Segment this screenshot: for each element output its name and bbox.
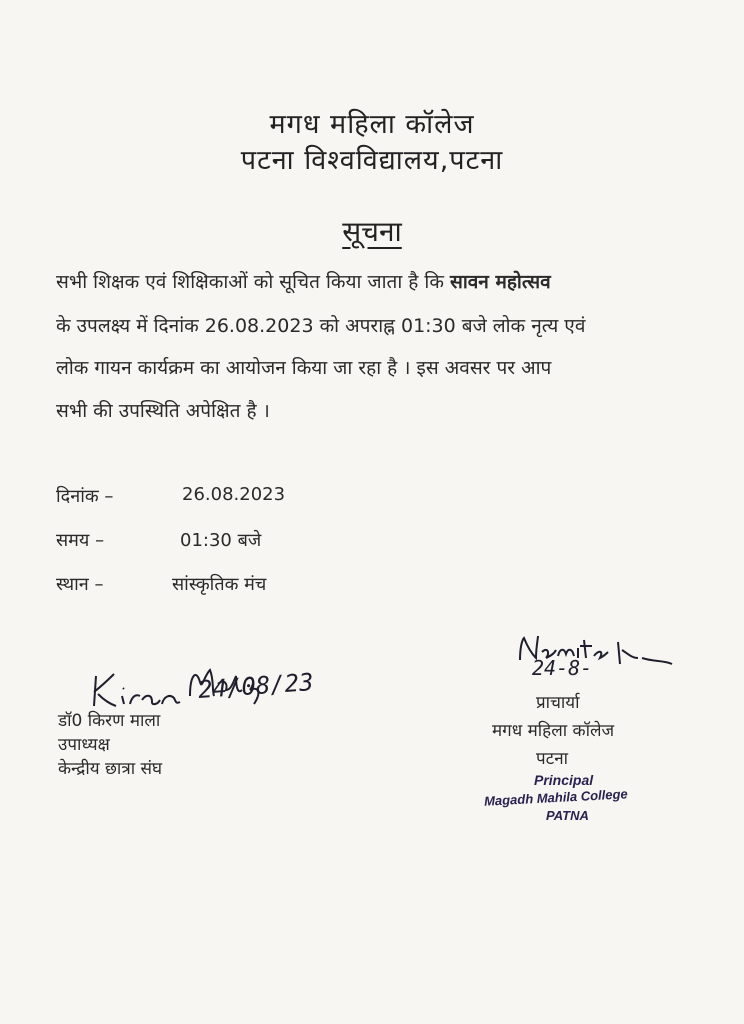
notice-line-1-text: सभी शिक्षक एवं शिक्षिकाओं को सूचित किया जाता है कि xyxy=(56,271,450,293)
event-name: सावन महोत्सव xyxy=(449,271,551,293)
notice-line-2: के उपलक्ष्य में दिनांक 26.08.2023 को अपराह्न 01:30 बजे लोक नृत्य एवं xyxy=(56,315,586,337)
notice-line-3: लोक गायन कार्यक्रम का आयोजन किया जा रहा है । इस अवसर पर आप xyxy=(56,357,552,379)
time-value: 01:30 बजे xyxy=(180,530,262,551)
venue-label: स्थान – xyxy=(56,574,104,595)
university-line: पटना विश्वविद्यालय,पटना xyxy=(240,145,504,176)
notice-title xyxy=(0,212,744,250)
stamp-line-1: Principal xyxy=(534,772,594,788)
notice-line-1 xyxy=(56,268,551,294)
venue-value: सांस्कृतिक मंच xyxy=(172,574,267,595)
time-label: समय – xyxy=(56,530,105,551)
notice-title-text: सूचना xyxy=(342,215,402,248)
stamp-line-2: Magadh Mahila College xyxy=(483,786,629,809)
left-signatory-body: केन्द्रीय छात्रा संघ xyxy=(58,759,163,779)
left-signature-date: 24/08/23 xyxy=(197,668,315,704)
right-signatory-designation: प्राचार्या xyxy=(536,693,580,713)
college-name: मगध महिला कॉलेज xyxy=(269,109,475,140)
left-signatory-designation: उपाध्यक्ष xyxy=(58,735,110,755)
left-signatory-name: डॉ0 किरण माला xyxy=(58,711,161,731)
right-signature-date: 24-8- xyxy=(532,656,593,680)
date-label: दिनांक – xyxy=(56,486,114,507)
right-signatory-city: पटना xyxy=(536,749,569,769)
date-value: 26.08.2023 xyxy=(182,484,286,505)
notice-line-4: सभी की उपस्थिति अपेक्षित है । xyxy=(56,400,270,422)
stamp-line-3: PATNA xyxy=(546,808,589,823)
right-signatory-college: मगध महिला कॉलेज xyxy=(492,721,615,741)
